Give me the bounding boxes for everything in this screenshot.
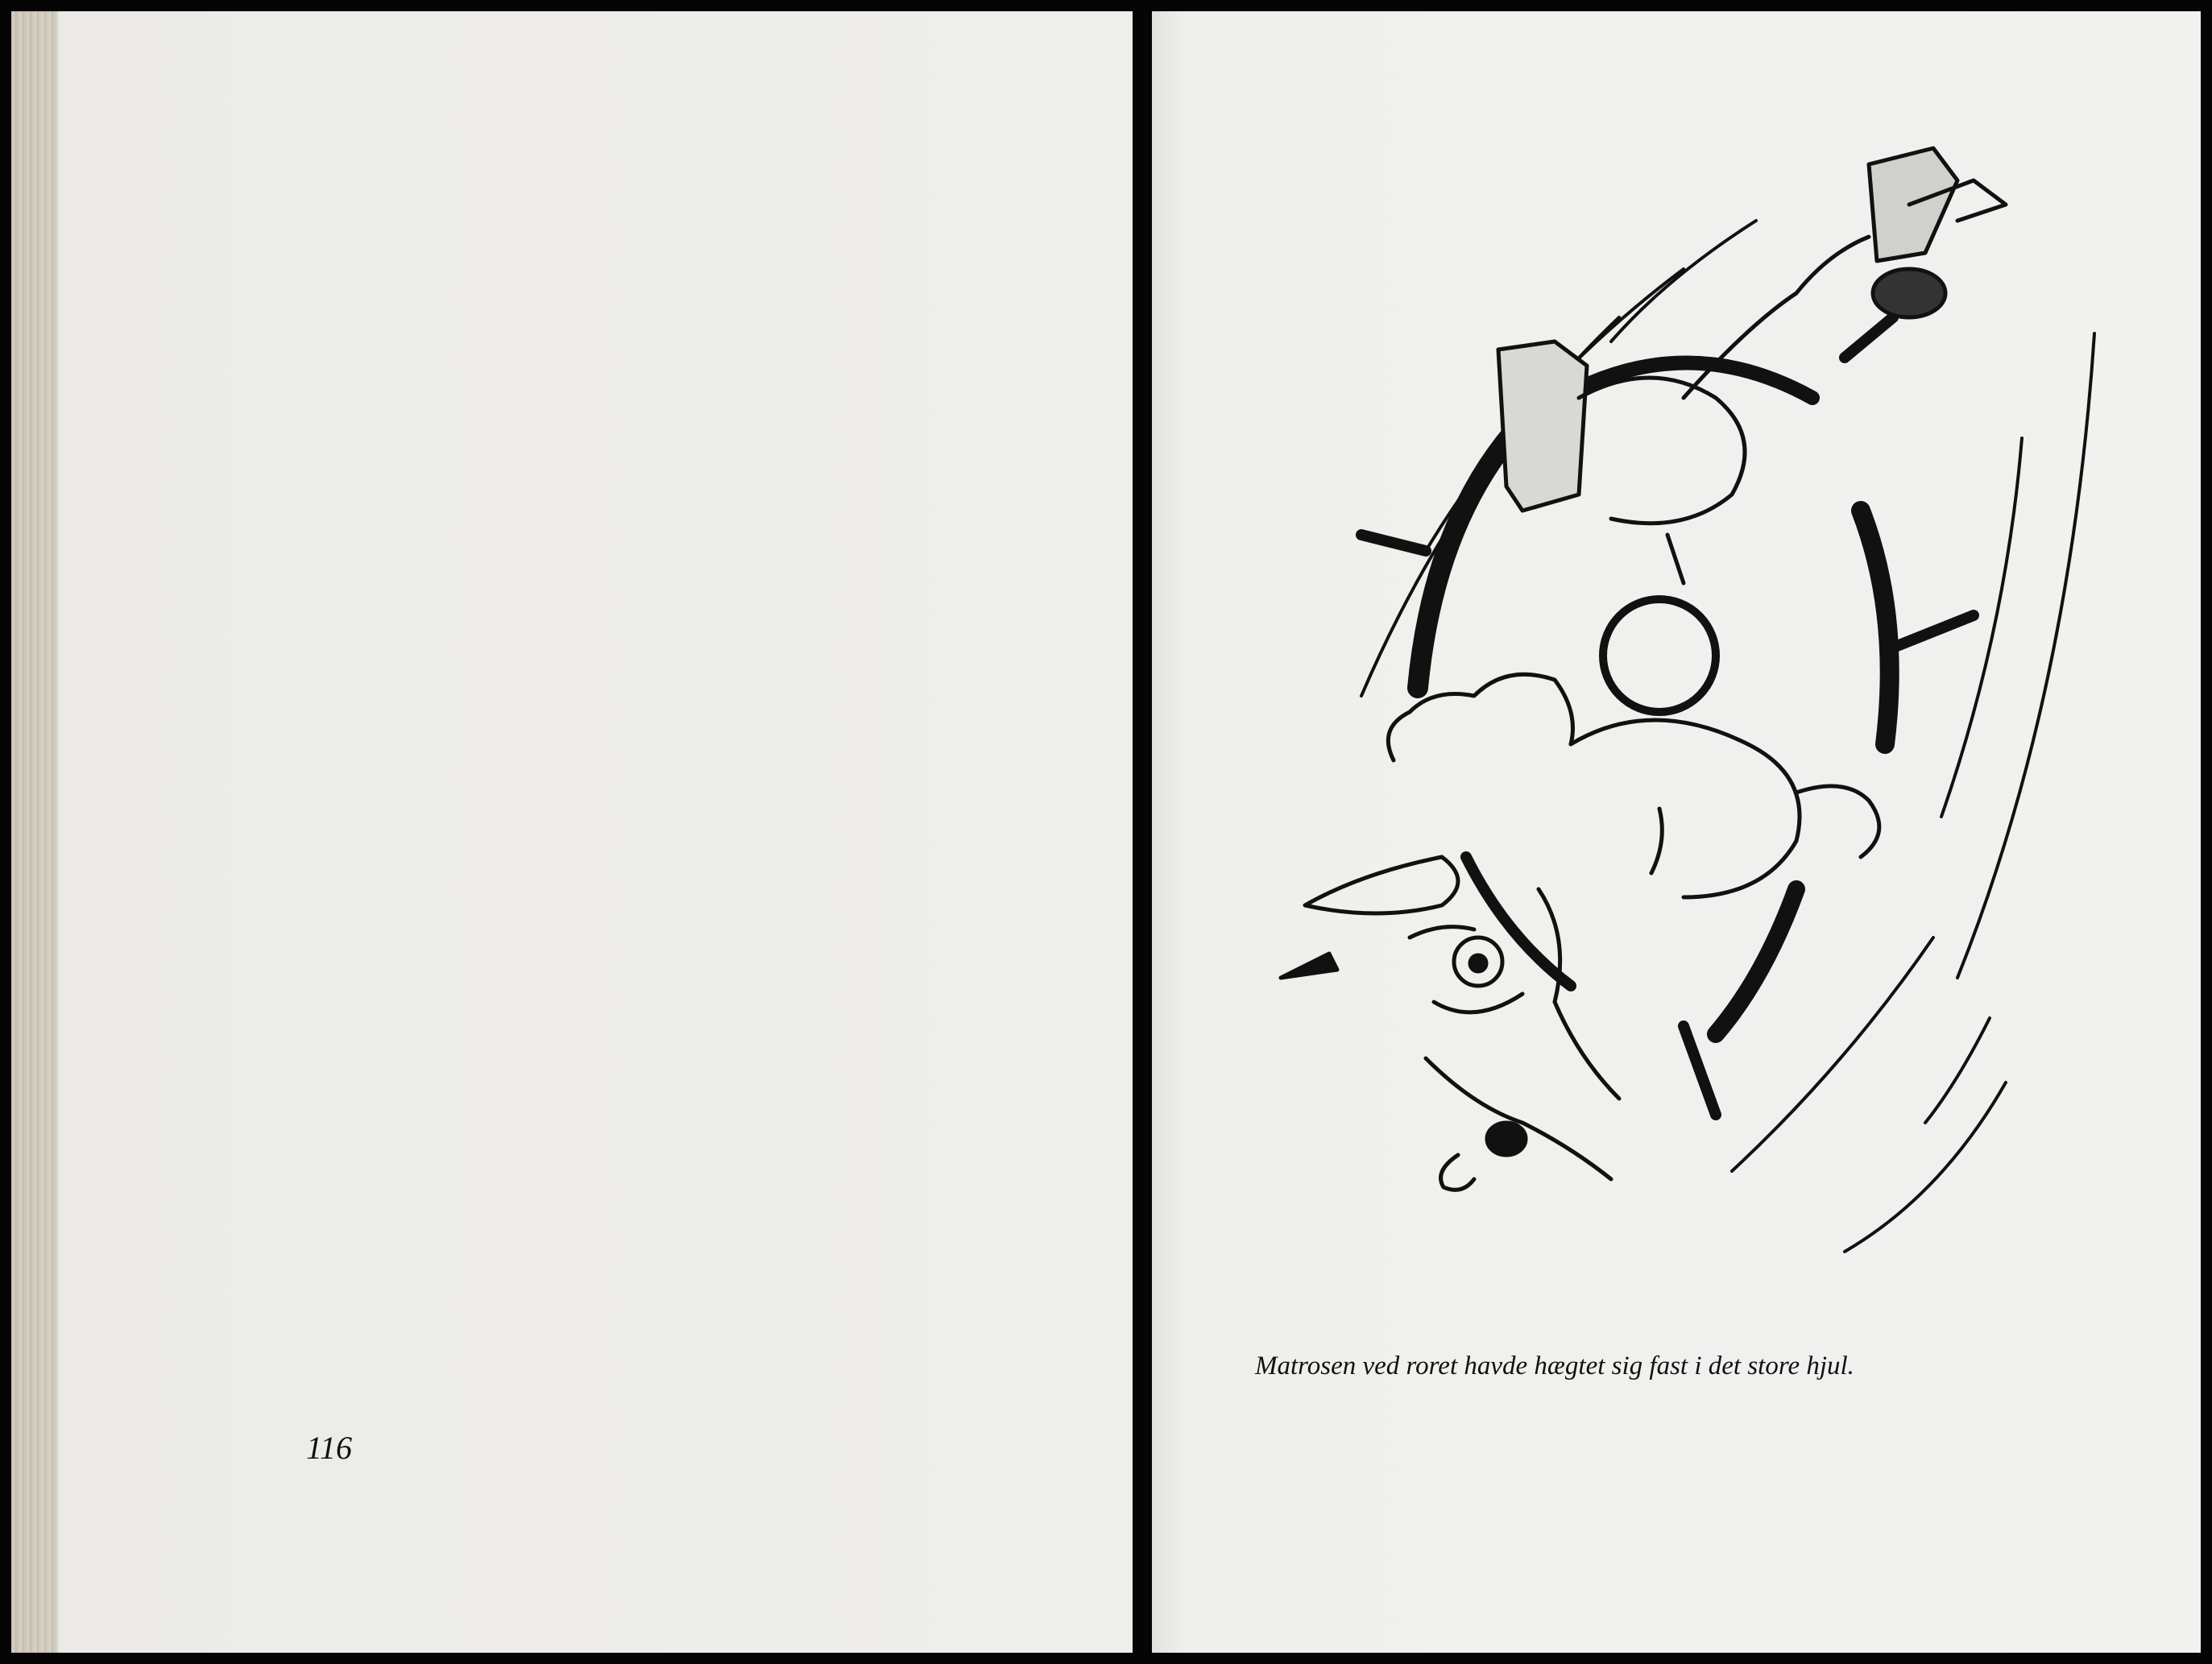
left-page bbox=[11, 11, 1133, 1653]
ships-wheel bbox=[1361, 317, 1974, 1115]
illustration-caption: Matrosen ved roret havde hægtet sig fast i det store hjul. bbox=[1255, 1351, 1854, 1380]
page-stack-edges bbox=[11, 11, 58, 1653]
sailor-wheel-illustration bbox=[1232, 132, 2102, 1260]
page-number: 116 bbox=[306, 1430, 353, 1466]
right-page bbox=[1152, 11, 2201, 1653]
